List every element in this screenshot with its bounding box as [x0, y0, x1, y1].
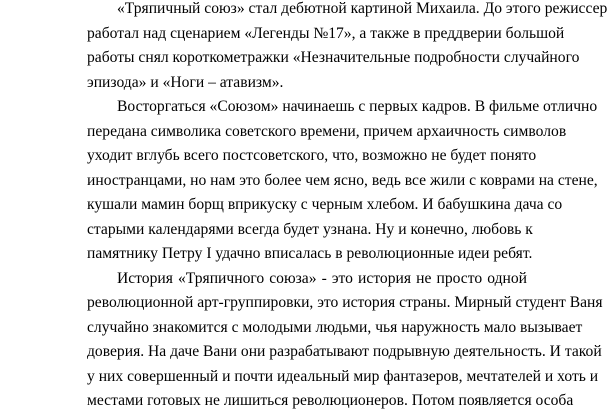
- text-line: революционной арт-группировки, это история страны. Мирный студент Ваня: [87, 294, 603, 311]
- text-line: кушали мамин борщ вприкуску с черным хлебом. И бабушкина дача со: [87, 196, 563, 213]
- text-line: Восторгаться «Союзом» начинаешь с первых кадров. В фильме отлично: [117, 98, 598, 115]
- text-line: История «Тряпичного союза» - это история не просто одной: [117, 269, 527, 287]
- text-line: памятнику Петру I удачно вписалась в революционные идеи ребят.: [87, 245, 533, 262]
- text-line: иностранцами, но нам это более чем ясно, ведь все жили с коврами на стене,: [87, 171, 598, 189]
- document-body: [87, 0, 607, 414]
- text-line: доверия. На даче Вани они разрабатывают подрывную деятельность. И такой: [87, 343, 602, 360]
- text-line: у них совершенный и почти идеальный мир фантазеров, мечтателей и хоть и: [87, 367, 599, 385]
- text-line: работал над сценарием «Легенды №17», а также в преддверии большой: [87, 24, 565, 42]
- text-line: работы снял короткометражки «Незначительные подробности случайного: [87, 49, 580, 66]
- text-line: эпизода» и «Ноги – атавизм».: [87, 73, 284, 91]
- text-line: уходит вглубь всего постсоветского, что, возможно не будет понято: [87, 147, 537, 164]
- text-line: передана символика советского времени, причем архаичность символов: [87, 122, 567, 140]
- paragraph-symbolism: [87, 95, 598, 267]
- paragraph-debut: [87, 0, 607, 95]
- text-line: «Тряпичный союз» стал дебютной картиной Михаила. До этого режиссер: [117, 0, 607, 17]
- paragraph-story: [87, 267, 603, 414]
- text-line: местами готовых не лишиться революционеров. Потом появляется особа: [87, 392, 574, 409]
- text-line: старыми календарями всегда будет узнана. Ну и конечно, любовь к: [87, 220, 533, 238]
- text-line: случайно знакомится с молодыми людьми, чья наружность мало вызывает: [87, 318, 583, 336]
